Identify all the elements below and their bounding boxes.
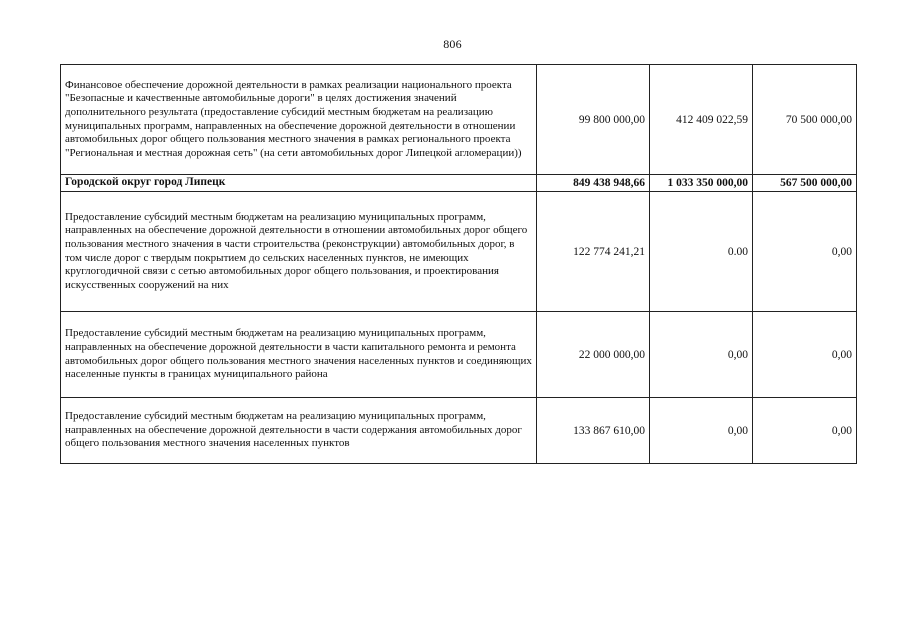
- table-row: [61, 192, 857, 312]
- row-value-2: 0,00: [650, 312, 753, 398]
- row-description: Финансовое обеспечение дорожной деятельности в рамках реализации национального проекта "Безопасные и качественные автомобильные дороги" в целях достижения значений дополнительного результата (предоставление субсидий местным бюджетам на реализацию муниципальных программ, направленных на обеспечение дорожной деятельности в отношении автомобильных дорог общего пользования местного значения в рамках регионального проекта "Региональная и местная дорожная сеть" (на сети автомобильных дорог Липецкой агломерации)): [61, 65, 537, 175]
- row-value-3: 70 500 000,00: [753, 65, 857, 175]
- table-row: [61, 398, 857, 464]
- row-value-3: 567 500 000,00: [753, 175, 857, 192]
- table-row: [61, 65, 857, 175]
- row-description: Предоставление субсидий местным бюджетам на реализацию муниципальных программ, направленных на обеспечение дорожной деятельности в отношении автомобильных дорог общего пользования местного значения в части строительства (реконструкции) автомобильных дорог, в том числе дорог с твердым покрытием до сельских населенных пунктов, не имеющих круглогодичной связи с сетью автомобильных дорог общего пользования, и проектирования искусственных сооружений на них: [61, 192, 537, 312]
- row-value-1: 122 774 241,21: [537, 192, 650, 312]
- row-value-3: 0,00: [753, 192, 857, 312]
- row-value-2: 0,00: [650, 398, 753, 464]
- row-description: Предоставление субсидий местным бюджетам на реализацию муниципальных программ, направленных на обеспечение дорожной деятельности в части капитального ремонта и ремонта автомобильных дорог общего пользования местного значения населенных пунктов и соединяющих населенные пункты в границах муниципального района: [61, 312, 537, 398]
- row-value-3: 0,00: [753, 398, 857, 464]
- table-row-total: [61, 175, 857, 192]
- row-value-3: 0,00: [753, 312, 857, 398]
- row-value-2: 0.00: [650, 192, 753, 312]
- row-value-2: 412 409 022,59: [650, 65, 753, 175]
- row-value-1: 22 000 000,00: [537, 312, 650, 398]
- page-number: 806: [443, 37, 462, 51]
- table-row: [61, 312, 857, 398]
- row-description: Городской округ город Липецк: [61, 175, 537, 192]
- row-value-2: 1 033 350 000,00: [650, 175, 753, 192]
- row-description: Предоставление субсидий местным бюджетам на реализацию муниципальных программ, направленных на обеспечение дорожной деятельности в части содержания автомобильных дорог общего пользования местного значения населенных пунктов: [61, 398, 537, 464]
- budget-table: [60, 64, 857, 464]
- row-value-1: 99 800 000,00: [537, 65, 650, 175]
- row-value-1: 849 438 948,66: [537, 175, 650, 192]
- row-value-1: 133 867 610,00: [537, 398, 650, 464]
